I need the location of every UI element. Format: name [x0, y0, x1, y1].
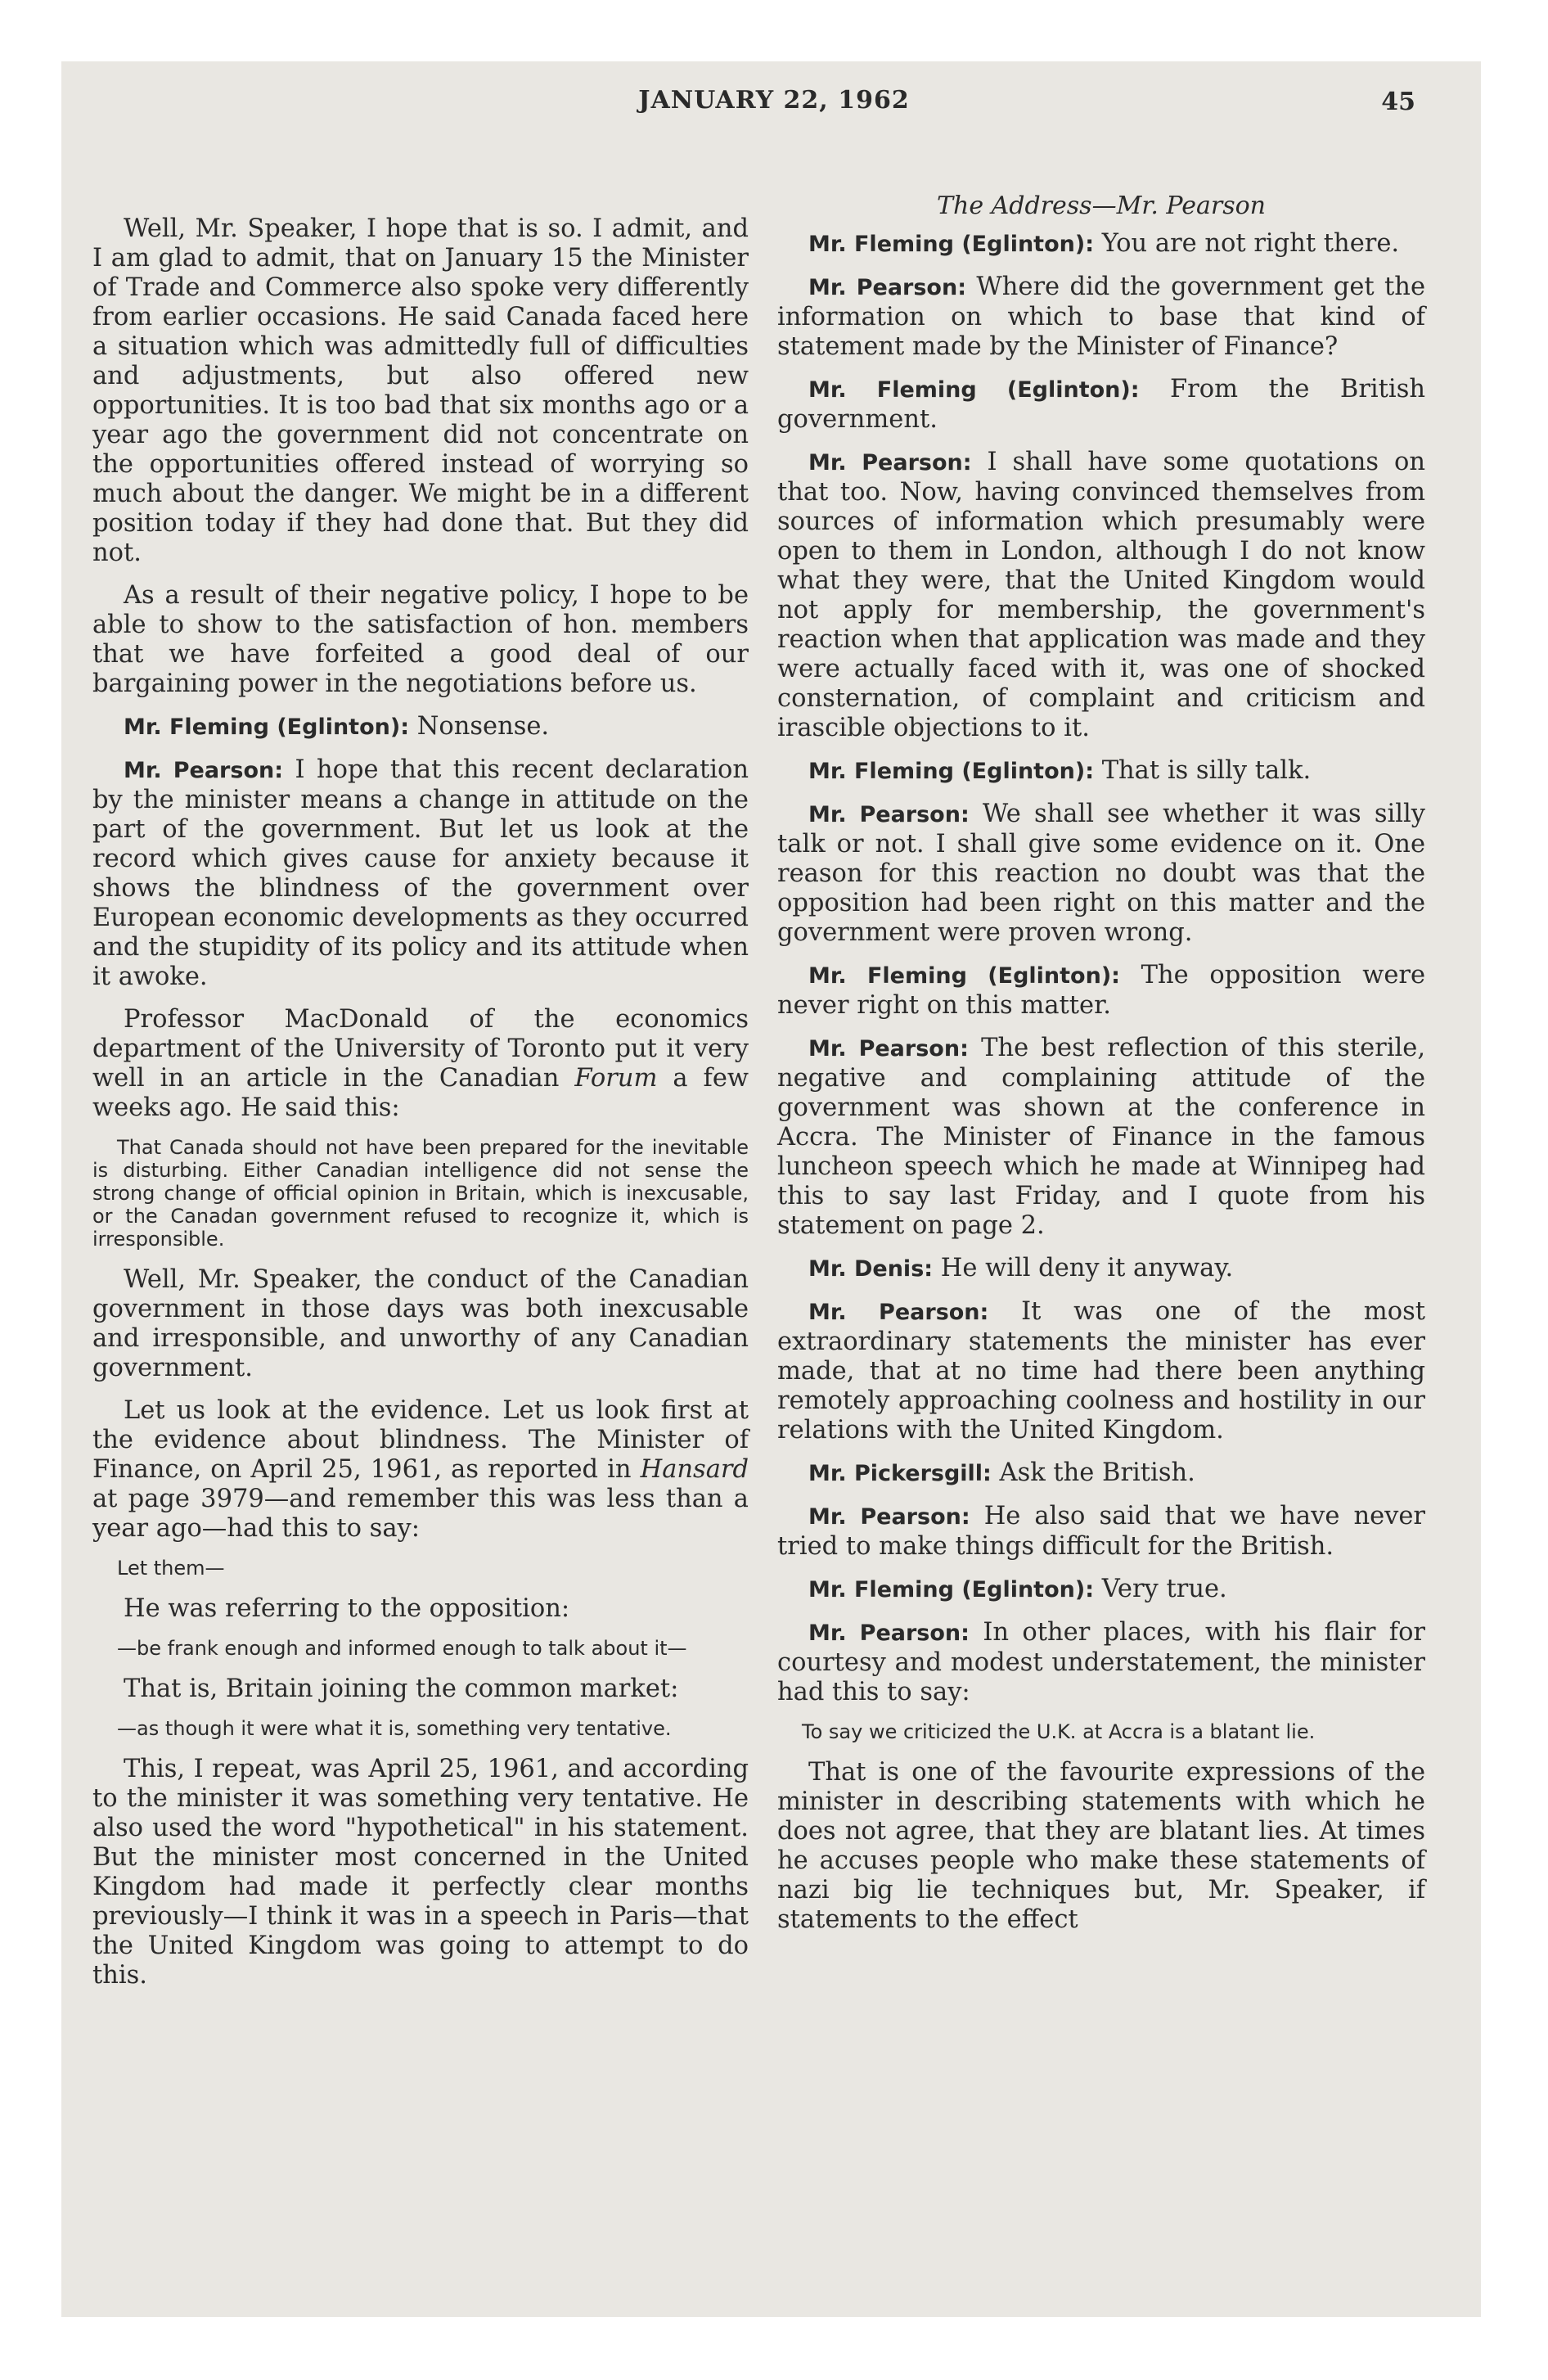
left-column	[92, 214, 749, 2004]
paragraph: That is, Britain joining the common market:	[124, 1675, 679, 1703]
speaker-name: Mr. Pearson:	[808, 450, 972, 476]
speech-text: Very true.	[1094, 1575, 1227, 1603]
paragraph	[777, 1502, 1425, 1562]
speech-text: The best reflection of this sterile, negative and complaining attitude of the government was shown at the conference in Accra. The Minister of Finance in the famous luncheon speech which he made at Winnipeg had this to say last Friday, and I quote from his statement on page 2.	[777, 1034, 1426, 1240]
speaker-name: Mr. Fleming (Eglinton):	[124, 714, 409, 740]
speech-text: Let us look at the evidence. Let us look first at the evidence about blindness. The Minister of Finance, on April 25, 1961, as reported in	[92, 1396, 749, 1484]
speech-text: The opposition were never right on this matter.	[777, 961, 1425, 1020]
speaker-name: Mr. Fleming (Eglinton):	[808, 759, 1094, 784]
speech-text: From the British government.	[777, 375, 1425, 434]
paragraph	[777, 273, 1425, 362]
speech-text: Nonsense.	[409, 712, 550, 741]
speaker-name: Mr. Fleming (Eglinton):	[808, 963, 1120, 989]
paragraph: Well, Mr. Speaker, I hope that is so. I admit, and I am glad to admit, that on January 15 the Minister of Trade and Commerce also spoke very differently from earlier occasions. He said Canada faced here a situation which was admittedly full of difficulties and adjustments, but also offered new opportunities. It is too bad that six months ago or a year ago the government did not concentrate on the opportunities offered instead of worrying so much about the danger. We might be in a different position today if they had done that. But they did not.	[92, 214, 749, 567]
paragraph: As a result of their negative policy, I hope to be able to show to the satisfaction of hon. members that we have forfeited a good deal of our bargaining power in the negotiations before us.	[92, 581, 749, 698]
running-head: The Address—Mr. Pearson	[936, 192, 1266, 220]
paragraph	[777, 229, 1425, 259]
speaker-name: Mr. Pearson:	[808, 1504, 970, 1530]
page-number: 45	[1381, 88, 1415, 116]
speaker-name: Mr. Pickersgill:	[808, 1461, 992, 1486]
page-header	[0, 86, 1548, 135]
speech-text: He will deny it anyway.	[933, 1254, 1234, 1282]
speaker-name: Mr. Pearson:	[808, 1300, 989, 1325]
paragraph	[777, 1458, 1425, 1489]
speech-text: I hope that this recent declaration by the minister means a change in attitude on the part of the government. But let us look at the record which gives cause for anxiety because it shows the blindness of the government over European economic developments as they occurred and the stupidity of its policy and its attitude when it awoke.	[92, 755, 749, 991]
speech-text: It was one of the most extraordinary statements the minister has ever made, that at no time had there been anything remotely approaching coolness and hostility in our relations with the United Kingdom.	[777, 1297, 1425, 1445]
speech-text: a few weeks ago. He said this:	[92, 1064, 749, 1122]
paragraph: This, I repeat, was April 25, 1961, and according to the minister it was something very tentative. He also used the word "hypothetical" in his statement. But the minister most concerned in the United Kingdom had made it perfectly clear months previously—I think it was in a speech in Paris—that the United Kingdom was going to attempt to do this.	[92, 1755, 749, 1990]
paragraph: Well, Mr. Speaker, the conduct of the Canadian government in those days was both inexcusable and irresponsible, and unworthy of any Canadian government.	[92, 1265, 749, 1382]
paragraph	[777, 961, 1425, 1021]
paragraph	[777, 1618, 1425, 1707]
speaker-name: Mr. Fleming (Eglinton):	[808, 1577, 1094, 1602]
paragraph	[92, 1005, 749, 1123]
right-column	[777, 192, 1425, 1948]
paragraph	[777, 1575, 1425, 1605]
paragraph	[777, 375, 1425, 435]
header-date: JANUARY 22, 1962	[638, 86, 910, 115]
speaker-name: Mr. Fleming (Eglinton):	[808, 232, 1094, 257]
speech-text: at page 3979—and remember this was less than a year ago—had this to say:	[92, 1485, 749, 1543]
block-quote: —as though it were what it is, something very tentative.	[117, 1717, 672, 1740]
speaker-name: Mr. Pearson:	[808, 275, 966, 300]
speech-text: Where did the government get the information on which to base that kind of statement made by the Minister of Finance?	[777, 273, 1426, 361]
speech-text: Professor MacDonald of the economics department of the University of Toronto put it very well in an article in the Canadian	[92, 1005, 749, 1093]
paragraph	[92, 1396, 749, 1544]
block-quote: Let them—	[117, 1557, 225, 1580]
paragraph	[777, 756, 1425, 787]
block-quote: That Canada should not have been prepared for the inevitable is disturbing. Either Canadian intelligence did not sense the strong change of official opinion in Britain, which is inexcusable, or the Canadan government refused to recognize it, which is irresponsible.	[92, 1136, 749, 1251]
publication-title: Hansard	[640, 1455, 749, 1484]
speaker-name: Mr. Denis:	[808, 1256, 934, 1282]
block-quote: To say we criticized the U.K. at Accra is a blatant lie.	[802, 1720, 1316, 1743]
paragraph	[777, 1254, 1425, 1284]
speech-text: Ask the British.	[991, 1458, 1195, 1487]
paragraph	[777, 800, 1425, 948]
speech-text: You are not right there.	[1094, 229, 1400, 258]
paragraph	[92, 755, 749, 992]
speaker-name: Mr. Pearson:	[808, 802, 970, 827]
speech-text: That is silly talk.	[1094, 756, 1312, 785]
paragraph	[777, 448, 1425, 743]
paragraph	[777, 1297, 1425, 1445]
speaker-name: Mr. Pearson:	[808, 1036, 969, 1062]
speech-text: In other places, with his flair for courtesy and modest understatement, the minister had this to say:	[777, 1618, 1426, 1706]
speech-text: He also said that we have never tried to make things difficult for the British.	[777, 1502, 1425, 1561]
speech-text: I shall have some quotations on that too. Now, having convinced themselves from sources of information which presumably were open to them in London, although I do not know what they were, that the United Kingdom would not apply for membership, the government's reaction when that application was made and they were actually faced with it, was one of shocked consternation, of complaint and criticism and irascible objections to it.	[777, 448, 1426, 742]
speaker-name: Mr. Pearson:	[124, 758, 284, 783]
publication-title: Forum	[574, 1064, 658, 1093]
speaker-name: Mr. Pearson:	[808, 1620, 970, 1646]
block-quote: —be frank enough and informed enough to talk about it—	[117, 1637, 687, 1660]
paragraph	[777, 1034, 1425, 1241]
speech-text: We shall see whether it was silly talk or not. I shall give some evidence on it. One reason for this reaction no doubt was that the opposition had been right on this matter and the government were proven wrong.	[777, 800, 1426, 947]
paragraph	[92, 712, 749, 742]
paragraph: That is one of the favourite expressions of the minister in describing statements with which he does not agree, that they are blatant lies. At times he accuses people who make these statements of nazi big lie techniques but, Mr. Speaker, if statements to the effect	[777, 1758, 1425, 1934]
speaker-name: Mr. Fleming (Eglinton):	[808, 377, 1140, 403]
paragraph: He was referring to the opposition:	[124, 1594, 570, 1623]
